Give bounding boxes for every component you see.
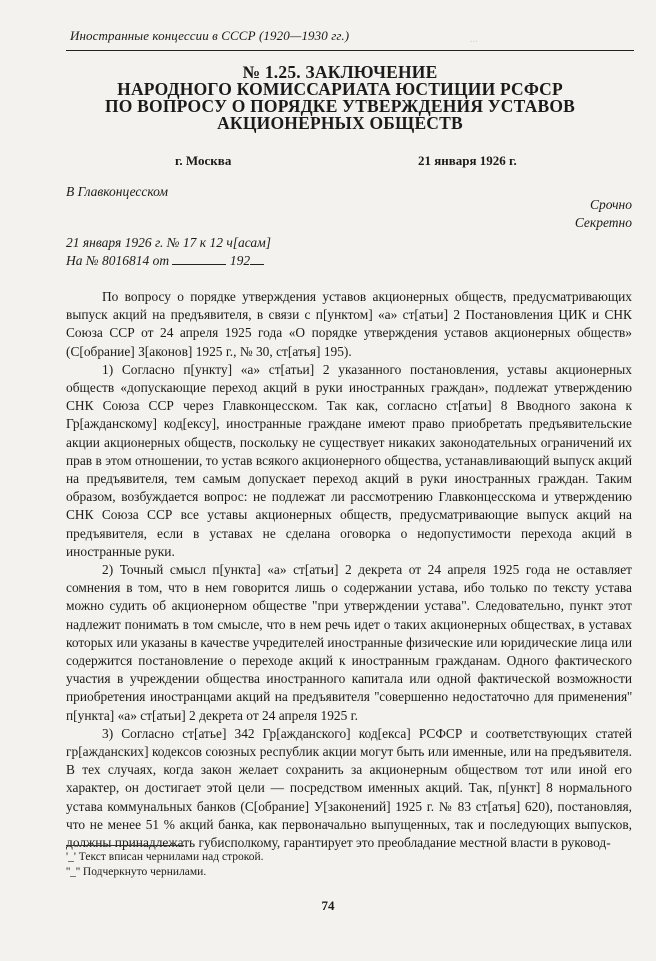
paragraph: По вопросу о порядке утверждения уставов акционерных обществ, предусматривающих выпуск акций на предъявителя, в связи с п[унктом] «а» ст[атьи] 2 Постановления ЦИК и СНК Союза ССР от 24 апреля 1925 года «О порядке утверждения уставов акционерных обществ» (С[обрание] З[аконов] 1925 г., № 30, ст[атья] 195). [66,289,632,359]
stamp-secret: Секретно [574,215,632,230]
body-text [66,288,632,852]
stamps [575,196,632,232]
footnote-rule [66,845,184,846]
incoming-year: 192 [229,253,251,268]
incoming-prefix: На № 8016814 от [66,253,170,268]
title-line: НАРОДНОГО КОМИССАРИАТА ЮСТИЦИИ РСФСР [117,79,563,99]
paragraph: 1) Согласно п[ункту] «а» ст[атьи] 2 указанного постановления, уставы акционерных обществ «допускающие переход акций в руки иностранных граждан», подлежат утверждению СНК Союза ССР через Главконцесском. Так как, согласно ст[атьи] 8 Вводного закона к Гр[ажданскому] код[ексу], иностранные граждане имеют право приобретать предъявительские акции акционерных обществ, поскольку не существует никаких законодательных ограничений их прав в этом отношении, то устав всякого акционерного общества, устанавливающий выпуск акций на предъявителя, тем самым допускает переход акций в руки иностранных граждан. Таким образом, возбуждается вопрос: не подлежат ли рассмотрению Главконцесскома и утверждению СНК Союза ССР все уставы акционерных обществ, предусматривающие выпуск акций на предъявителя, если в уставах не сделана оговорка о недопустимости перехода акций в иностранные руки. [66,361,632,559]
reference-block [66,234,271,270]
date: 21 января 1926 г. [418,153,517,168]
incoming-reference [66,252,271,270]
bleed-through-text: ... [470,34,478,45]
reference-line: 21 января 1926 г. № 17 к 12 ч[асам] [66,235,272,250]
running-header: Иностранные концессии в СССР (1920—1930 гг.) [70,28,350,43]
title-line: АКЦИОНЕРНЫХ ОБЩЕСТВ [217,113,463,133]
blank-line [172,252,226,265]
paragraph: 2) Точный смысл п[ункта] «а» ст[атьи] 2 декрета от 24 апреля 1925 года не оставляет сомнения в том, что в нем говорится лишь о содержании устава, ибо только по тексту устава можно судить об акционерном обществе "при утверждении устава". Следовательно, пункт этот надлежит понимать в том смысле, что в нем речь идет о таких акционерных обществах, в уставах которых или указаны в качестве учредителей иностранные физические или юридические лица или содержится постановление о переходе акций к иностранным гражданам. Одного фактического участия в учреждении общества иностранного капитала или одной фактической возможности приобретения иностранцами акций на предъявителя ''совершенно недостаточно для применения'' п[ункта] «а» ст[атьи] 2 декрета от 24 апреля 1925 г. [66,562,632,723]
place: г. Москва [175,153,232,168]
title-line: ПО ВОПРОСУ О ПОРЯДКЕ УТВЕРЖДЕНИЯ УСТАВОВ [104,96,576,116]
footnote: '_' Текст вписан чернилами над строкой. [66,851,264,863]
footnote: ''_'' Подчеркнуто чернилами. [66,866,207,878]
paragraph: 3) Согласно ст[атье] 342 Гр[ажданского] код[екса] РСФСР и соответствующих статей гр[ажданских] кодексов союзных республик акции могут быть или именные, или на предъявителя. В тех случаях, когда закон желает сохранить за акционерным обществом тот или иной его характер, он достигает этой цели — посредством именных акций. Так, п[ункт] 8 нормального устава коммунальных банков (С[обрание] У[законений] 1925 г. № 83 ст[атья] 620), постановляя, что не менее 51 % акций банка, как первоначально выпущенных, так и последующих выпусков, должны принадлежать губисполкому, гарантирует это преобладание местной власти в руковод- [66,725,632,851]
addressee: В Главконцесском [66,184,169,199]
footnotes [66,850,264,880]
title-line: № 1.25. ЗАКЛЮЧЕНИЕ [242,62,438,82]
page-number: 74 [321,898,335,913]
header-rule [66,50,634,51]
stamp-urgent: Срочно [589,197,632,212]
blank-line [250,252,264,265]
document-title [90,64,590,132]
